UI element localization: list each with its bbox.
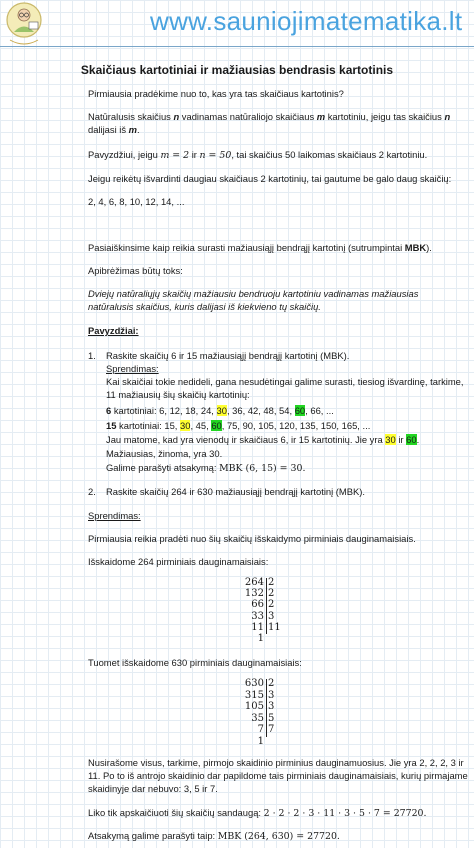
header-divider [0, 46, 474, 47]
factorization-630-intro: Tuomet išskaidome 630 pirminiais dauginamaisiais: [88, 657, 302, 668]
highlight-30: 30 [216, 405, 227, 416]
example-2-paragraph-1: Pirmiausia reikia pradėti nuo šių skaičių išskaidymo pirminiais dauginamaisiais. [88, 533, 416, 544]
prime-factor: 2 [268, 577, 275, 588]
multiples-of-2: 2, 4, 6, 8, 10, 12, 14, ... [88, 196, 185, 207]
example-2-number: 2. [88, 486, 96, 497]
site-logo[interactable] [4, 2, 44, 50]
definition-lead: Apibrėžimas būtų toks: [88, 265, 183, 276]
example-1-line-2: 11 mažiausių šių skaičių kartotinių: [106, 389, 250, 400]
example-1-answer: Galime parašyti atsakymą: MBK (6, 15) = 30. [106, 462, 306, 474]
dividend: 11 [251, 621, 264, 633]
dividend: 1 [257, 736, 264, 747]
highlight-30: 30 [385, 434, 396, 445]
highlight-30: 30 [180, 420, 191, 431]
least-common-multiple-note: Mažiausias, žinoma, yra 30. [106, 448, 223, 459]
definition-line-2: dalijasi iš m. [88, 124, 140, 135]
factorization-264-table [240, 577, 290, 645]
site-url[interactable]: www.sauniojimatematika.lt [150, 6, 463, 36]
prime-factor: 3 [268, 689, 275, 701]
factorization-264-intro: Išskaidome 264 pirminiais dauginamaisiais: [88, 556, 269, 567]
example-2-task: Raskite skaičių 264 ir 630 mažiausiąjį bendrąjį kartotinį (MBK). [106, 486, 365, 497]
multiples-of-6: 6 kartotiniai: 6, 12, 18, 24, 30, 36, 42, 48, 54, 60, 66, ... [106, 405, 334, 416]
prime-factor: 2 [268, 678, 275, 689]
example-2-answer: Atsakymą galime parašyti taip: MBK (264, 630) = 27720. [88, 830, 340, 842]
definition-line-1: Natūralusis skaičius n vadinamas natūraliojo skaičiaus m kartotiniu, jeigu tas skaičius n [88, 111, 451, 122]
dividend: 630 [244, 678, 264, 689]
product-computation: Liko tik apskaičiuoti šių skaičių sandaugą: 2 · 2 · 2 · 3 · 11 · 3 · 5 · 7 = 27720. [88, 807, 427, 819]
prime-factor: 7 [268, 724, 275, 736]
common-multiples-observation: Jau matome, kad yra vienodų ir skaičiaus 6, ir 15 kartotinių. Jie yra 30 ir 60. [106, 434, 420, 445]
factorization-630-table [240, 678, 290, 746]
mbk-intro: Pasiaiškinsime kaip reikia surasti mažiausiąjį bendrąjį kartotinį (sutrumpintai MBK). [88, 242, 432, 253]
dividend: 33 [251, 610, 264, 622]
highlight-60: 60 [294, 405, 306, 416]
dividend: 105 [244, 701, 264, 713]
page-title: Skaičiaus kartotiniai ir mažiausias bendrasis kartotinis [80, 63, 394, 77]
mbk-definition-line-2: natūralusis skaičius, kuris dalijasi iš kiekvieno tų skaičių. [88, 301, 321, 312]
prime-factor: 11 [268, 621, 281, 633]
examples-heading: Pavyzdžiai: [88, 325, 139, 336]
factors-paragraph-line-1: Nusirašome visus, tarkime, pirmojo skaidinio pirminius dauginamuosius. Jie yra 2, 2, 2, 3 ir [88, 757, 464, 768]
highlight-60: 60 [211, 420, 222, 431]
example-paragraph: Pavyzdžiui, jeigu m = 2 ir n = 50, tai skaičius 50 laikomas skaičiaus 2 kartotiniu. [88, 149, 428, 161]
example-1-line-1: Kai skaičiai tokie nedideli, gana nesudėtingai galime surasti, tiesiog išvardinę, tarkime, [106, 376, 464, 387]
example-1-solution-label: Sprendimas: [106, 363, 159, 374]
example-2-solution-label: Sprendimas: [88, 510, 141, 521]
mbk-definition-line-1: Dviejų natūraliųjų skaičių mažiausiu bendruoju kartotiniu vadinamas mažiausias [88, 288, 419, 299]
example-1-task: Raskite skaičių 6 ir 15 mažiausiąjį bendrąjį kartotinį (MBK). [106, 350, 350, 361]
dividend: 264 [244, 577, 264, 588]
dividend: 1 [257, 633, 264, 644]
intro-paragraph: Pirmiausia pradėkime nuo to, kas yra tas skaičiaus kartotinis? [88, 88, 344, 99]
dividend: 7 [257, 724, 264, 736]
prime-factor: 2 [268, 599, 275, 611]
factors-paragraph-line-2: 11. Po to iš antrojo skaidinio dar papildome tais pirminiais dauginamaisiais, kurių pirmajame [88, 770, 468, 781]
dividend: 35 [251, 712, 264, 724]
multiples-intro: Jeigu reikėtų išvardinti daugiau skaičiaus 2 kartotinių, tai gautume be galo daug skaičių: [88, 173, 452, 184]
dividend: 132 [244, 588, 264, 600]
prime-factor: 3 [268, 610, 275, 622]
dividend: 66 [251, 599, 264, 611]
factors-paragraph-line-3: skaidinyje dar nebuvo: 3, 5 ir 7. [88, 783, 218, 794]
highlight-60: 60 [406, 434, 417, 445]
prime-factor: 3 [268, 701, 275, 713]
prime-factor: 5 [268, 712, 275, 724]
dividend: 315 [244, 689, 264, 701]
prime-factor: 2 [268, 588, 275, 600]
multiples-of-15: 15 kartotiniai: 15, 30, 45, 60, 75, 90, 105, 120, 135, 150, 165, ... [106, 420, 371, 431]
example-1-number: 1. [88, 350, 96, 361]
